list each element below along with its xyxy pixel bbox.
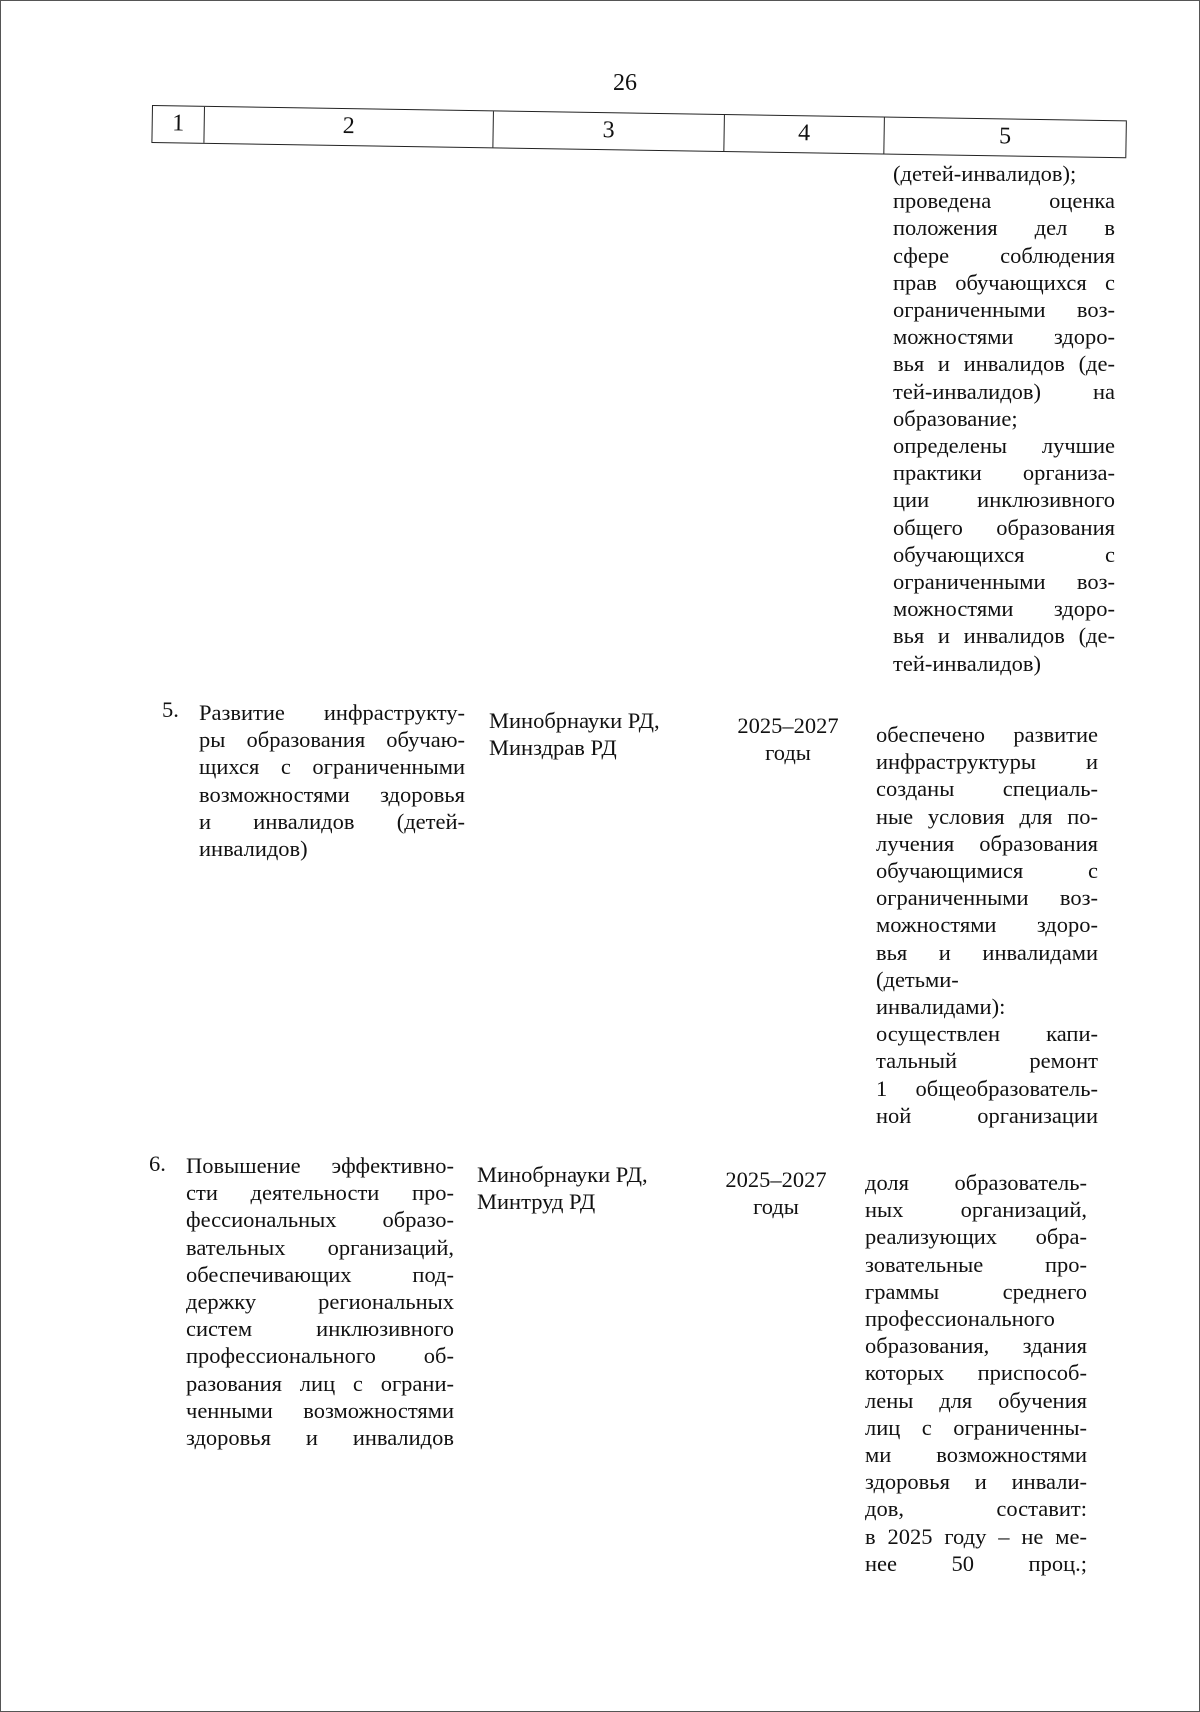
text-line: ограниченными воз-	[876, 885, 1098, 911]
column-header-2: 2	[203, 107, 493, 148]
text-line: вательных организаций,	[186, 1234, 454, 1260]
text-line: Развитие инфраструкту-	[199, 700, 465, 725]
text-line: общего образования	[893, 514, 1115, 540]
text-line: обучающимися с	[876, 858, 1098, 884]
text-line: тальный ремонт	[876, 1048, 1098, 1074]
text-line: здоровья и инвали-	[865, 1469, 1087, 1495]
text-line: 2025–2027	[725, 1167, 827, 1192]
text-line: инфраструктуры и	[876, 749, 1098, 775]
text-line: ченными возможностями	[186, 1397, 454, 1423]
text-line: можностями здоро-	[893, 596, 1115, 622]
text-line: инвалидов)	[199, 836, 308, 862]
text-line: можностями здоро-	[876, 912, 1098, 938]
text-line: обеспечено развитие	[876, 722, 1098, 747]
text-line: ных организаций,	[865, 1197, 1087, 1223]
text-line: Минобрнауки РД,	[489, 708, 660, 733]
text-line: здоровья и инвалидов	[186, 1425, 454, 1451]
text-line: лены для обучения	[865, 1387, 1087, 1413]
text-line: граммы среднего	[865, 1278, 1087, 1304]
text-line: лучения образования	[876, 830, 1098, 856]
executors-text	[477, 1161, 697, 1215]
text-line: проведена оценка	[893, 188, 1115, 214]
measure-text	[199, 699, 465, 862]
text-line: ограниченными воз-	[893, 569, 1115, 595]
text-line: зовательные про-	[865, 1251, 1087, 1277]
page-number: 26	[613, 70, 637, 96]
text-line: щихся с ограниченными	[199, 754, 465, 780]
text-line: держку региональных	[186, 1289, 454, 1315]
text-line: образования, здания	[865, 1333, 1087, 1359]
text-line: сти деятельности про-	[186, 1180, 454, 1206]
text-line: обучающихся с	[893, 541, 1115, 567]
text-line: систем инклюзивного	[186, 1316, 454, 1342]
text-line: 1 общеобразователь-	[876, 1075, 1098, 1101]
text-line: прав обучающихся с	[893, 269, 1115, 295]
text-line: положения дел в	[893, 215, 1115, 241]
text-line: возможностями здоровья	[199, 781, 465, 807]
text-line: вья и инвалидов (де-	[893, 351, 1115, 377]
result-text	[876, 721, 1098, 1129]
text-line: инвалидами):	[876, 994, 1006, 1020]
text-line: вья и инвалидов (де-	[893, 623, 1115, 649]
text-line: ограниченными воз-	[893, 297, 1115, 323]
text-line: сфере соблюдения	[893, 242, 1115, 268]
executors-text	[489, 707, 709, 761]
text-line: 2025–2027	[737, 713, 839, 738]
column-header-5: 5	[883, 117, 1127, 157]
text-line: и инвалидов (детей-	[199, 808, 465, 834]
text-line: фессиональных образо-	[186, 1207, 454, 1233]
text-line: вья и инвалидами	[876, 939, 1098, 965]
text-line: определены лучшие	[893, 433, 1115, 459]
measure-text	[186, 1152, 454, 1451]
text-line: профессионального	[865, 1306, 1055, 1332]
continuation-result-text	[893, 160, 1115, 677]
period-text	[706, 1166, 846, 1220]
text-line: доля образователь-	[865, 1170, 1087, 1195]
text-line: ции инклюзивного	[893, 487, 1115, 513]
text-line: Повышение эффективно-	[186, 1153, 454, 1178]
text-line: практики организа-	[893, 460, 1115, 486]
text-line: ные условия для по-	[876, 803, 1098, 829]
text-line: годы	[753, 1194, 799, 1220]
text-line: реализующих обра-	[865, 1224, 1087, 1250]
period-text	[718, 712, 858, 766]
text-line: ми возможностями	[865, 1442, 1087, 1468]
text-line: можностями здоро-	[893, 324, 1115, 350]
text-line: образование;	[893, 405, 1018, 431]
text-line: дов, составит:	[865, 1496, 1087, 1522]
column-header-4: 4	[723, 115, 884, 154]
text-line: тей-инвалидов) на	[893, 378, 1115, 404]
text-line: созданы специаль-	[876, 776, 1098, 802]
text-line: лиц с ограниченны-	[865, 1414, 1087, 1440]
text-line: которых приспособ-	[865, 1360, 1087, 1386]
text-line: Минздрав РД	[489, 735, 617, 761]
row-number: 6.	[149, 1151, 166, 1176]
text-line: (детей-инвалидов);	[893, 161, 1077, 186]
text-line: годы	[765, 740, 811, 766]
text-line: Минтруд РД	[477, 1189, 596, 1215]
text-line: обеспечивающих под-	[186, 1261, 454, 1287]
text-line: тей-инвалидов)	[893, 650, 1042, 676]
column-header-3: 3	[492, 111, 724, 151]
text-line: профессионального об-	[186, 1343, 454, 1369]
result-text	[865, 1169, 1087, 1577]
text-line: разования лиц с ограни-	[186, 1370, 454, 1396]
text-line: осуществлен капи-	[876, 1021, 1098, 1047]
text-line: в 2025 году – не ме-	[865, 1523, 1087, 1549]
text-line: (детьми-	[876, 966, 959, 992]
text-line: нее 50 проц.;	[865, 1550, 1087, 1576]
row-number: 5.	[162, 697, 179, 722]
column-header-1: 1	[151, 106, 204, 143]
text-line: Минобрнауки РД,	[477, 1162, 648, 1187]
text-line: ры образования обучаю-	[199, 727, 465, 753]
text-line: ной организации	[876, 1102, 1098, 1128]
